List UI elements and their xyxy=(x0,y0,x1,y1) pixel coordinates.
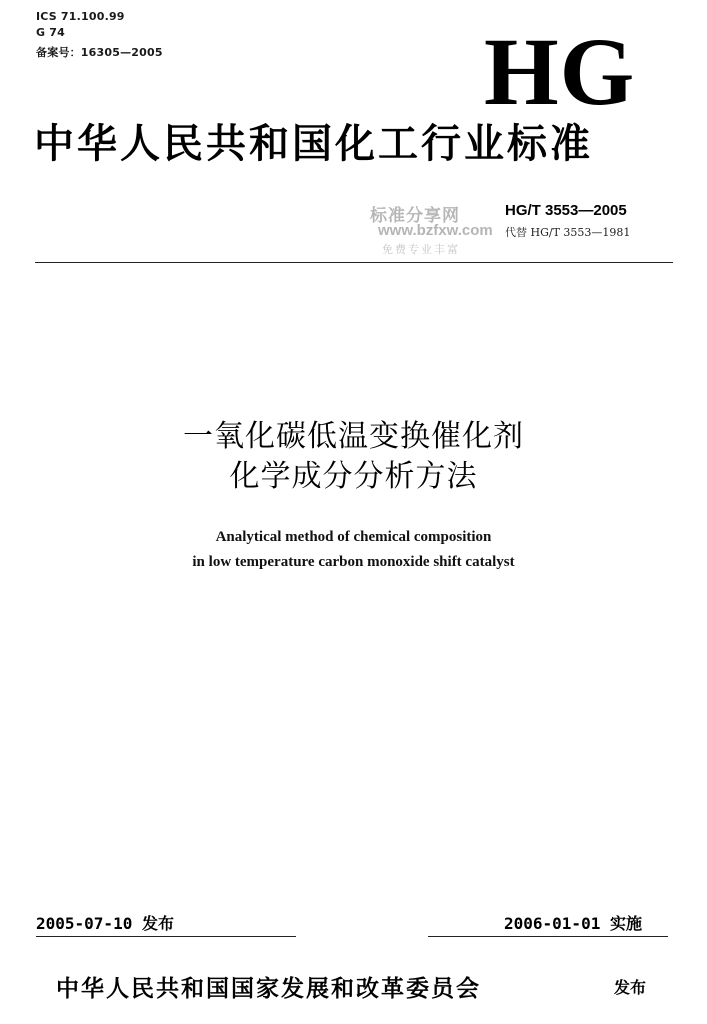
watermark-site-name: 标准分享网 xyxy=(370,206,460,226)
document-title-cn-line1: 一氧化碳低温变换催化剂 xyxy=(183,419,524,454)
document-title-en-line1: Analytical method of chemical composition xyxy=(215,529,492,545)
document-title-en-line2: in low temperature carbon monoxide shift catalyst xyxy=(192,554,515,570)
filing-number: 备案号：16305—2005 xyxy=(36,46,163,59)
footer-divider-right xyxy=(428,936,668,937)
header-divider xyxy=(35,262,673,263)
standard-type-title: 中华人民共和国化工行业标准 xyxy=(34,121,593,167)
footer-divider-left xyxy=(36,936,296,937)
category-code: G 74 xyxy=(36,26,65,39)
publish-label: 发布 xyxy=(614,978,647,997)
replaces-standard: 代替 HG/T 3553—1981 xyxy=(505,226,631,239)
document-title-cn-line2: 化学成分分析方法 xyxy=(229,459,478,494)
standard-code-logo: HG xyxy=(484,18,636,125)
watermark-slogan: 免费专业丰富 xyxy=(382,243,460,256)
implementation-date: 2006-01-01 实施 xyxy=(504,914,642,933)
watermark-url: www.bzfxw.com xyxy=(378,222,493,239)
ics-number: ICS 71.100.99 xyxy=(36,10,125,23)
issuing-authority: 中华人民共和国国家发展和改革委员会 xyxy=(56,976,481,1002)
issue-date: 2005-07-10 发布 xyxy=(36,914,174,933)
standard-number: HG/T 3553—2005 xyxy=(505,202,627,219)
